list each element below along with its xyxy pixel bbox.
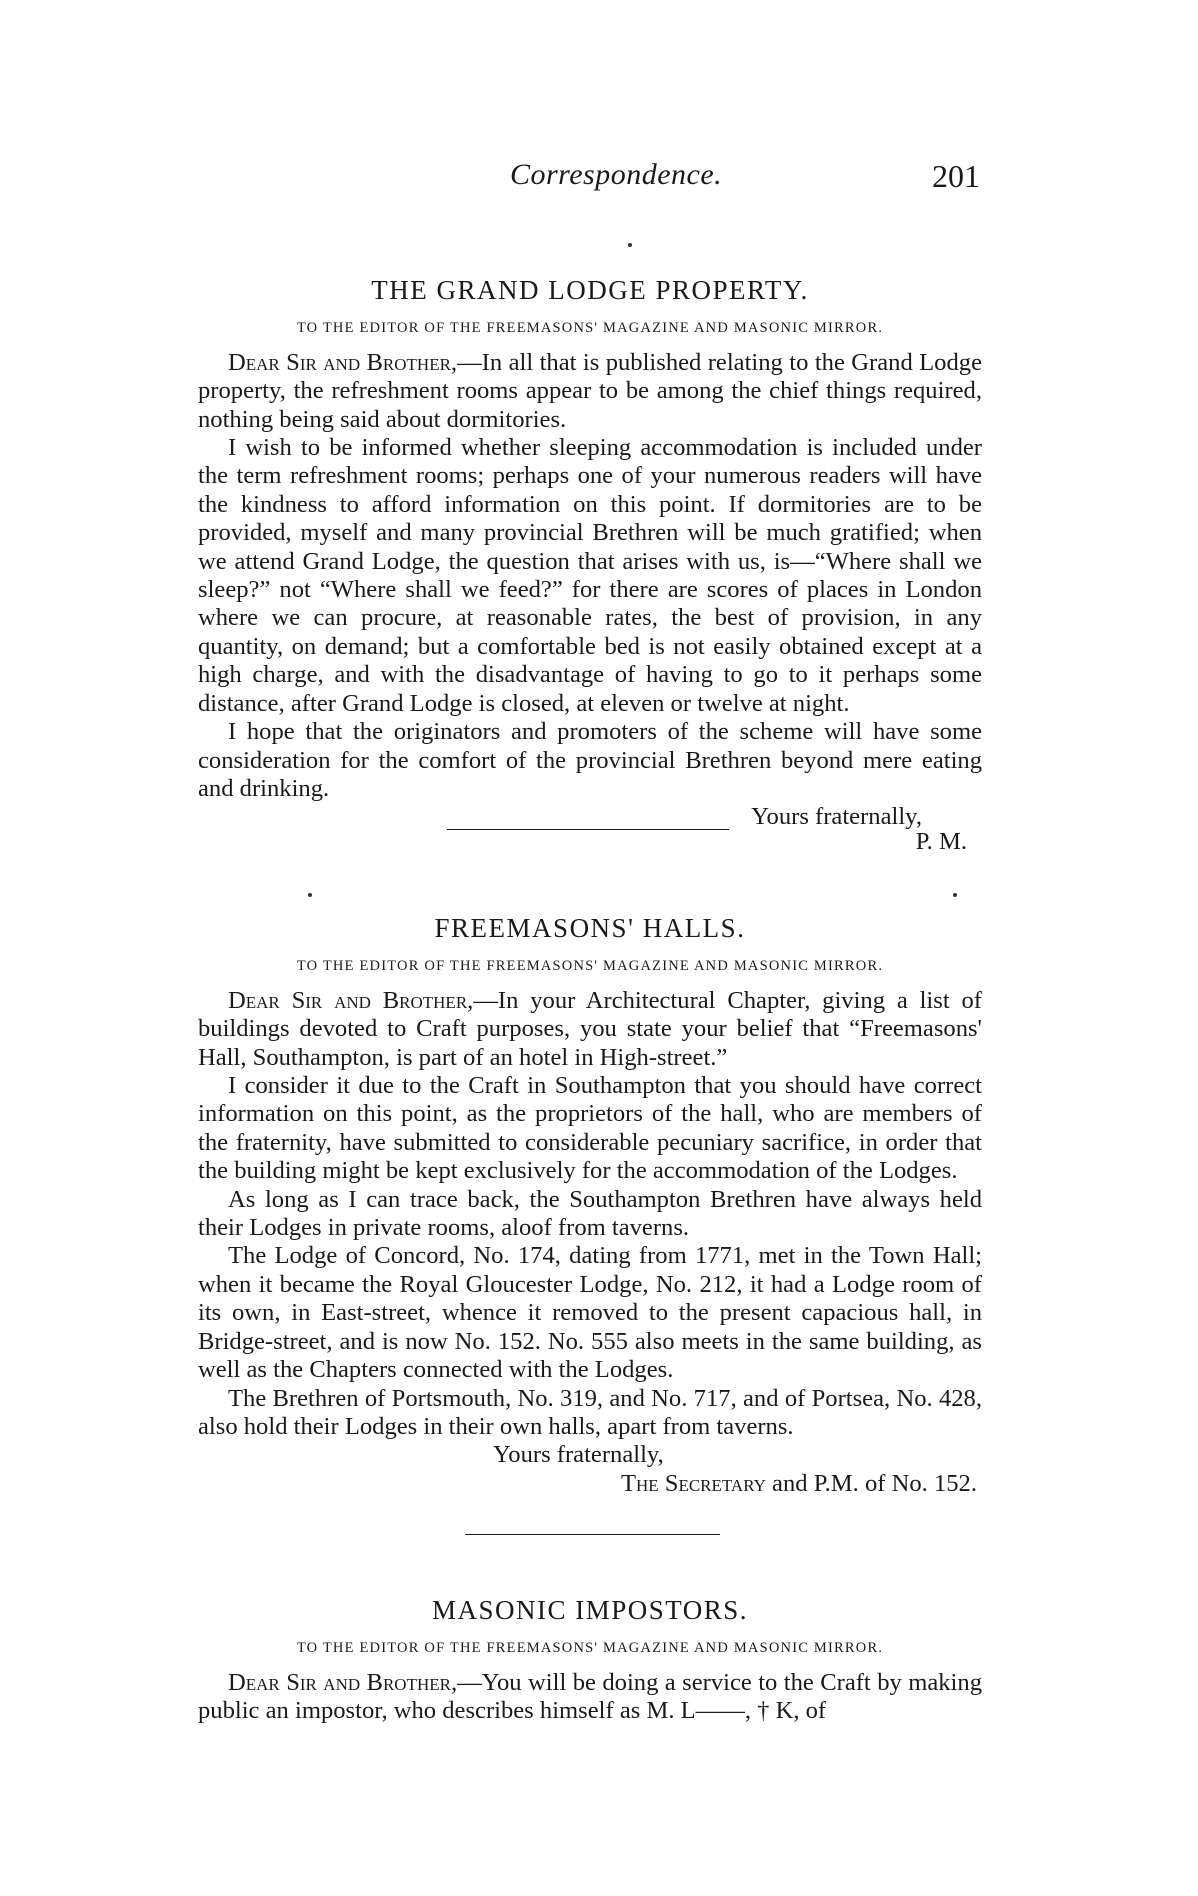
paragraph: The Lodge of Concord, No. 174, dating from 1771, met in the Town Hall; when it became the Royal Gloucester Lodge, No. 212, it had a Lodge room of its own, in East-street, whence it removed to the present capacious hall, in Bridge-street, and is now No. 152. No. 555 also meets in the same building, as well as the Chapters connected with the Lodges. xyxy=(198,1242,982,1384)
running-title: Correspondence. xyxy=(510,158,723,191)
page-number: 201 xyxy=(932,158,980,194)
separator-rule xyxy=(465,1534,720,1535)
paragraph: Dear Sir and Brother,—In all that is published relating to the Grand Lodge property, the refreshment rooms appear to be among the chief things required, nothing being said about dormitories. xyxy=(198,348,982,433)
paragraph: Dear Sir and Brother,—You will be doing a service to the Craft by making public an impostor, who describes himself as M. L——, † K, of xyxy=(198,1668,982,1725)
signature: P. M. xyxy=(915,827,967,855)
closing: Yours fraternally, xyxy=(493,1441,664,1469)
article-title: THE GRAND LODGE PROPERTY. xyxy=(371,275,809,305)
article-addressee: TO THE EDITOR OF THE FREEMASONS' MAGAZINE AND MASONIC MIRROR. xyxy=(296,1640,884,1657)
paragraph: I hope that the originators and promoters of the scheme will have some consideration for the comfort of the provincial Brethren beyond mere eating and drinking. xyxy=(198,718,982,802)
paragraph: The Brethren of Portsmouth, No. 319, and No. 717, and of Portsea, No. 428, also hold their Lodges in their own halls, apart from taverns. xyxy=(198,1384,982,1440)
signature: The Secretary and P.M. of No. 152. xyxy=(620,1469,977,1497)
paragraph: I consider it due to the Craft in Southampton that you should have correct information on this point, as the proprietors of the hall, who are members of the fraternity, have submitted to considerable pecuniary sacrifice, in order that the building might be kept exclusively for the accommodation of the Lodges. xyxy=(198,1072,982,1185)
salutation: Dear Sir and Brother, xyxy=(228,986,474,1014)
print-speck xyxy=(628,243,632,247)
page-header xyxy=(200,158,980,208)
article-title: FREEMASONS' HALLS. xyxy=(434,913,746,943)
closing: Yours fraternally, xyxy=(751,803,922,831)
letter-masonic-impostors xyxy=(198,1596,982,1726)
paragraph: Dear Sir and Brother,—In your Architectural Chapter, giving a list of buildings devoted to Craft purposes, you state your belief that “Freemasons' Hall, Southampton, is part of an hotel in High-street.” xyxy=(198,986,982,1071)
letter-grand-lodge-property xyxy=(198,276,982,856)
article-addressee: TO THE EDITOR OF THE FREEMASONS' MAGAZINE AND MASONIC MIRROR. xyxy=(296,958,884,975)
article-title: MASONIC IMPOSTORS. xyxy=(431,1595,749,1625)
paragraph: As long as I can trace back, the Southampton Brethren have always held their Lodges in private rooms, aloof from taverns. xyxy=(198,1185,982,1242)
print-speck xyxy=(308,893,312,897)
salutation: Dear Sir and Brother, xyxy=(228,348,458,376)
article-addressee: TO THE EDITOR OF THE FREEMASONS' MAGAZINE AND MASONIC MIRROR. xyxy=(296,320,884,337)
paragraph: I wish to be informed whether sleeping accommodation is included under the term refreshment rooms; perhaps one of your numerous readers will have the kindness to afford information on this point. If dormitories are to be provided, myself and many provincial Brethren will be much gratified; when we attend Grand Lodge, the question that arises with us, is—“Where shall we sleep?” not “Where shall we feed?” for there are scores of places in London where we can procure, at reasonable rates, the best of provision, in any quantity, on demand; but a comfortable bed is not easily obtained except at a high charge, and with the disadvantage of having to go to it perhaps some distance, after Grand Lodge is closed, at eleven or twelve at night. xyxy=(198,434,982,717)
salutation: Dear Sir and Brother, xyxy=(228,1668,458,1696)
print-speck xyxy=(953,893,957,897)
separator-rule xyxy=(447,829,729,830)
letter-freemasons-halls xyxy=(198,914,982,1498)
